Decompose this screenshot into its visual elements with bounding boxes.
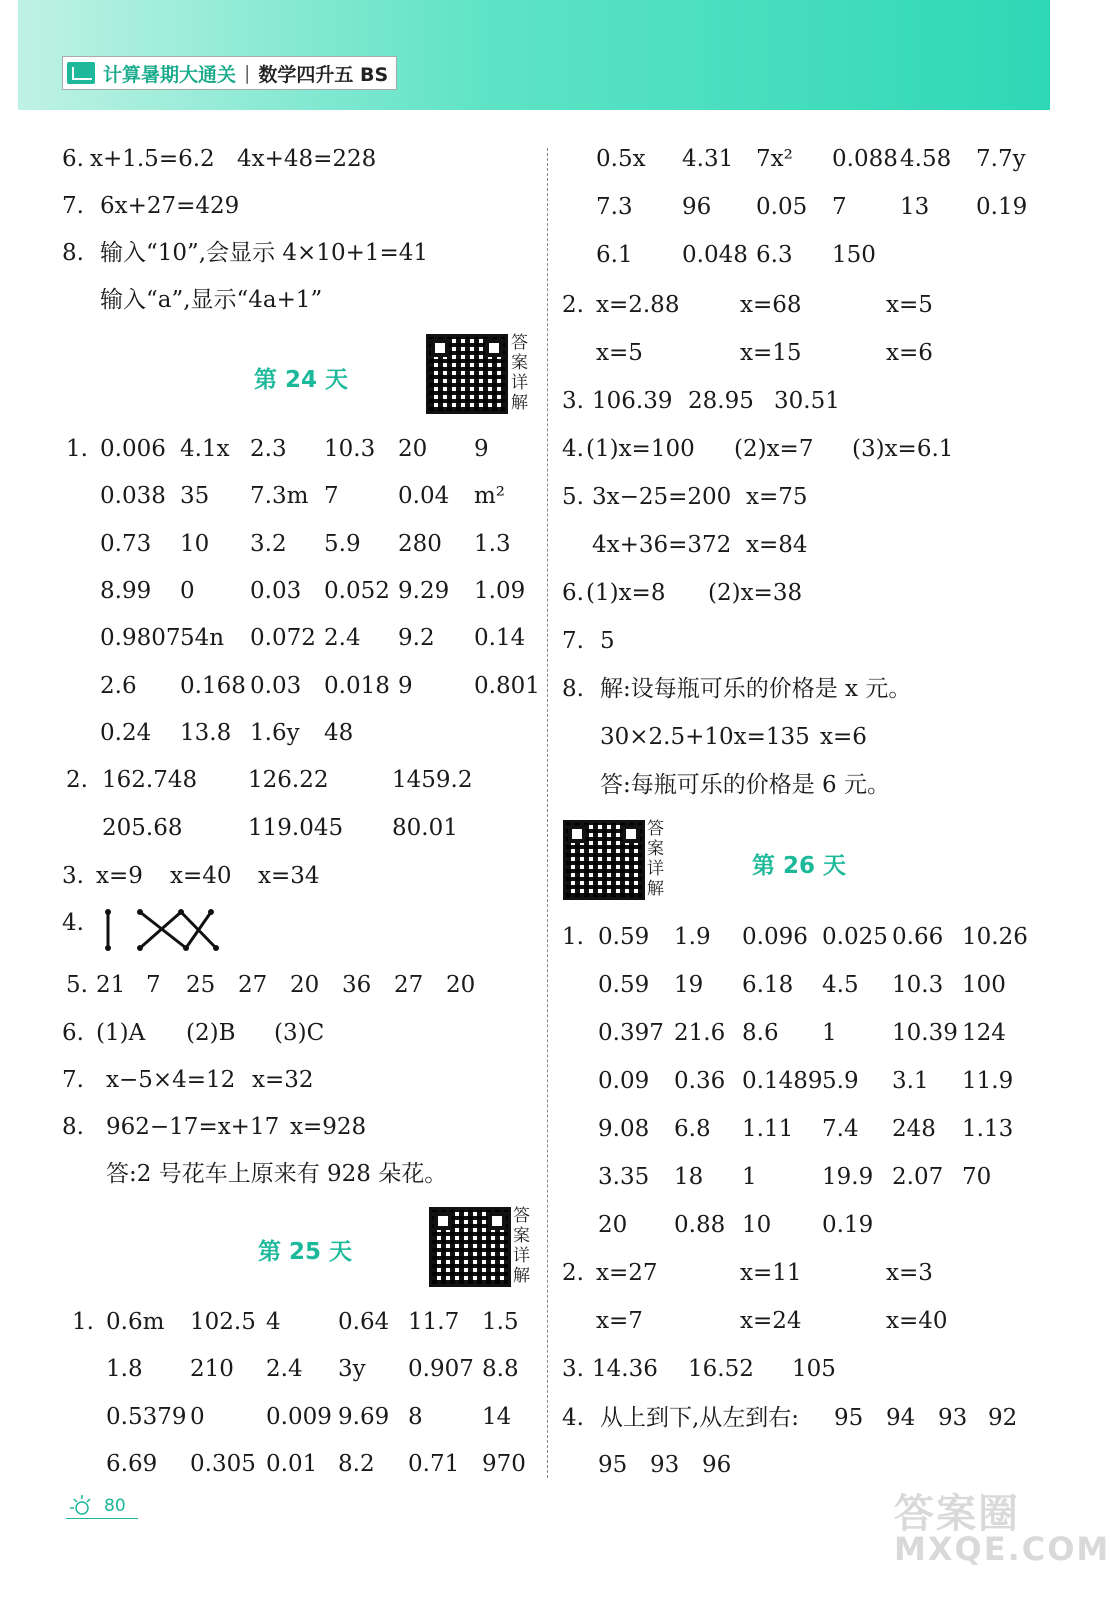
answer-cell: 0.168 [180,672,246,699]
answer-cell: 36 [342,972,372,998]
answer-cell: 2.4 [324,625,361,652]
answer-cell: 27 [394,972,424,998]
answer-cell: 7 [146,972,161,998]
answer-cell: 0.9807 [100,625,181,652]
answer-cell: 3.1 [892,1068,929,1094]
matching-lines-diagram [96,906,226,954]
answer-cell: 1 [822,1020,837,1046]
question-number: 1. [562,924,584,950]
answer-cell: 2.6 [100,672,137,699]
answer-cell: 14 [482,1403,512,1430]
answer-cell: 1.11 [742,1116,794,1142]
series-title: 计算暑期大通关 [103,63,237,86]
answer-cell: 6.1 [596,242,633,268]
answer-cell: 0.6m [106,1309,165,1335]
answer-cell: 0.19 [976,194,1028,220]
answer-cell: 124 [962,1020,1006,1046]
answer-cell: 8.2 [338,1450,375,1477]
answer-cell: 20 [290,972,320,998]
answer-cell: 0.096 [742,924,808,950]
answer-cell: 0.24 [100,719,152,746]
answer-cell: 11.9 [962,1068,1014,1094]
answer-cell: 0.1489 [742,1068,823,1094]
day-25-title: 第 25 天 [258,1239,353,1265]
answer-cell: 9 [474,436,489,462]
answer-cell: 3.2 [250,530,287,557]
answer-cell: 10.39 [892,1020,958,1046]
answer-cell: 205.68 [102,815,183,841]
answer-cell: 20 [446,972,476,998]
answer-cell: 100 [962,972,1006,998]
answer-cell: 0.088 [832,146,898,172]
answer-cell: 1.9 [674,924,711,950]
answer-cell: 13 [900,194,930,220]
sun-icon [66,1494,96,1516]
answer-cell: 3.35 [598,1164,650,1190]
answer-cell: 0.59 [598,924,650,950]
answer-cell: 0.64 [338,1309,390,1335]
answer-cell: 6.8 [674,1116,711,1142]
answer-cell: 9.29 [398,577,450,604]
answer-cell: 19 [674,972,704,998]
answer-cell: 0.048 [682,242,748,268]
answer-cell: 4 [266,1309,281,1335]
answer-cell: 9.08 [598,1116,650,1142]
answer-cell: 248 [892,1116,936,1142]
answer-cell: 0.05 [756,194,808,220]
answer-cell: 1.6y [250,719,300,746]
answer-cell: 9 [398,672,413,699]
answer-cell: 126.22 [248,767,329,793]
answer-cell: 1.5 [482,1309,519,1335]
answer-cell: 96 [682,194,712,220]
answer-cell: 0.03 [250,577,302,604]
watermark-url: MXQE.COM [894,1530,1110,1568]
answer-cell: 10 [742,1212,772,1238]
answer-cell: 0.01 [266,1450,318,1477]
answer-cell: 0.36 [674,1068,726,1094]
answer-cell: 8.6 [742,1020,779,1046]
answer-cell: 2.07 [892,1164,944,1190]
question-number: 1. [66,436,88,462]
answer-cell: 6.18 [742,972,794,998]
answer-cell: 48 [324,719,354,746]
answer-cell: 54n [180,625,225,652]
qr-label: 答案详解 [511,333,528,413]
answer-cell: 6.69 [106,1450,158,1477]
answer-cell: 5.9 [822,1068,859,1094]
answer-cell: 7.4 [822,1116,859,1142]
qr-label: 答案详解 [647,819,664,899]
answer-cell: 0.072 [250,625,316,652]
answer-cell: 7 [832,194,847,220]
answer-cell: 0.73 [100,530,152,557]
answer-cell: 4.5 [822,972,859,998]
answer-cell: 119.045 [248,815,344,841]
question-number: 1. [72,1309,94,1335]
answer-cell: 6.3 [756,242,793,268]
answer-cell: 7.7y [976,146,1026,172]
answer-cell: 21 [96,972,126,998]
answer-cell: 8.99 [100,577,152,604]
day-24-title: 第 24 天 [254,367,349,393]
answer-cell: 7.3 [596,194,633,220]
answer-cell: 162.748 [102,767,198,793]
answer-cell: 1.09 [474,577,526,604]
answer-cell: 150 [832,242,876,268]
answer-cell: 0.025 [822,924,888,950]
answer-cell: m² [474,483,506,510]
qr-label: 答案详解 [513,1206,530,1286]
answer-cell: 0.907 [408,1356,474,1383]
header-separator: | [244,62,251,84]
answer-cell: 0.09 [598,1068,650,1094]
question-number: 5. [66,972,88,998]
column-divider [547,148,548,1478]
answer-cell: 1 [742,1164,757,1190]
answer-cell: 4.31 [682,146,734,172]
answer-cell: 280 [398,530,442,557]
answer-cell: 10 [180,530,210,557]
answer-cell: 7.3m [250,483,309,510]
answer-cell: 7x² [756,146,793,172]
answer-cell: 2.3 [250,436,287,462]
header-band [18,0,1050,110]
answer-cell: 0.305 [190,1450,256,1477]
answer-cell: 1.3 [474,530,511,557]
answer-cell: 4.1x [180,436,230,462]
answer-cell: 0.5379 [106,1403,187,1430]
answer-cell: 11.7 [408,1309,460,1335]
answer-cell: 0.801 [474,672,540,699]
answer-cell: 25 [186,972,216,998]
book-icon [67,62,95,84]
answer-cell: 0.66 [892,924,944,950]
answer-cell: 8 [408,1403,423,1430]
answer-cell: 80.01 [392,815,458,841]
answer-cell: 0.03 [250,672,302,699]
answer-cell: 9.2 [398,625,435,652]
answer-cell: 0.018 [324,672,390,699]
answer-cell: 70 [962,1164,992,1190]
answer-cell: 9.69 [338,1403,390,1430]
answer-cell: 0.5x [596,146,646,172]
answer-cell: 102.5 [190,1309,256,1335]
answer-cell: 0.009 [266,1403,332,1430]
answer-cell: 3y [338,1356,366,1383]
answer-cell: 0.88 [674,1212,726,1238]
qr-code-icon[interactable] [563,820,645,900]
answer-cell: 0.19 [822,1212,874,1238]
watermark-logo: 答案圈 [894,1491,1020,1537]
answer-cell: 19.9 [822,1164,874,1190]
answer-cell: 0.59 [598,972,650,998]
answer-cell: 18 [674,1164,704,1190]
answer-cell: 8.8 [482,1356,519,1383]
answer-cell: 20 [398,436,428,462]
answer-cell: 0.397 [598,1020,664,1046]
qr-code-icon[interactable] [426,334,508,414]
answer-cell: 5.9 [324,530,361,557]
answer-cell: 13.8 [180,719,232,746]
answer-cell: 7 [324,483,339,510]
page-number: 80 [104,1496,126,1516]
answer-cell: 35 [180,483,210,510]
answer-cell: 0.71 [408,1450,460,1477]
answer-cell: 0.04 [398,483,450,510]
answer-cell: 1.8 [106,1356,143,1383]
answer-cell: 0.006 [100,436,166,462]
answer-cell: 1.13 [962,1116,1014,1142]
qr-code-icon[interactable] [429,1207,511,1287]
answer-cell: 20 [598,1212,628,1238]
answer-cell: 1459.2 [392,767,473,793]
answer-cell: 0 [190,1403,205,1430]
answer-cell: 27 [238,972,268,998]
question-number: 2. [66,767,88,793]
day-26-title: 第 26 天 [752,853,847,879]
answer-cell: 0.14 [474,625,526,652]
answer-cell: 4.58 [900,146,952,172]
page-number-underline [66,1518,138,1519]
answer-cell: 10.3 [892,972,944,998]
book-title: 数学四升五 BS [258,63,389,86]
header-title-box [62,56,397,90]
answer-cell: 10.26 [962,924,1028,950]
answer-cell: 970 [482,1450,526,1477]
answer-cell: 21.6 [674,1020,726,1046]
answer-cell: 10.3 [324,436,376,462]
answer-cell: 0.038 [100,483,166,510]
answer-cell: 0 [180,577,195,604]
answer-cell: 2.4 [266,1356,303,1383]
answer-cell: 210 [190,1356,234,1383]
answer-cell: 0.052 [324,577,390,604]
